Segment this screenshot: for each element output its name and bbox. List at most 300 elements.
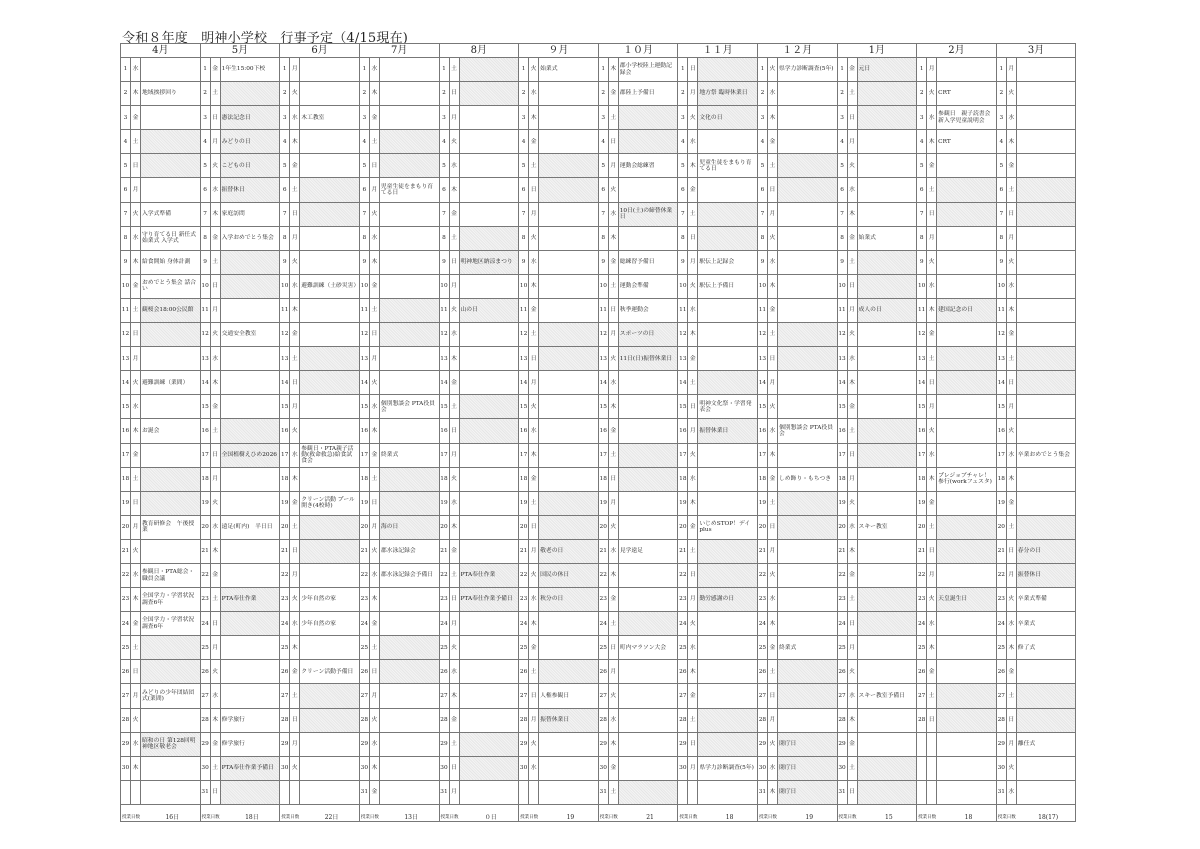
weekday: 金 [847,226,857,250]
day-row [121,178,1076,202]
weekday: 水 [369,395,379,419]
event-cell: おめでとう集会 話合い [141,274,201,298]
day-number: 30 [678,756,688,780]
school-days-label: 授業日数 [201,814,220,820]
day-row [121,154,1076,178]
weekday: 土 [927,178,937,202]
day-number: 24 [598,612,608,636]
event-cell [618,491,678,515]
event-cell: スキー教室 [857,515,917,539]
day-number: 6 [121,178,131,202]
school-days-label: 授業日数 [838,814,857,820]
event-cell [937,58,997,82]
weekday: 月 [927,226,937,250]
day-number: 4 [837,130,847,154]
weekday: 土 [529,660,539,684]
event-cell [618,660,678,684]
day-number: 11 [121,298,131,322]
event-cell [618,756,678,780]
event-cell [1016,347,1076,371]
event-cell [618,395,678,419]
weekday: 土 [290,178,300,202]
weekday: 月 [290,563,300,587]
day-number: 12 [678,323,688,347]
weekday: 日 [927,371,937,395]
day-number: 17 [121,443,131,467]
weekday: 木 [767,780,777,804]
school-days-value: 22日 [324,813,339,821]
day-number [917,780,927,804]
event-cell [539,274,599,298]
weekday: 火 [1006,82,1016,106]
event-cell [618,563,678,587]
event-cell [300,82,360,106]
day-number: 1 [757,58,767,82]
day-number: 3 [200,106,210,130]
day-number: 31 [439,780,449,804]
weekday: 火 [688,274,698,298]
day-number [280,780,290,804]
event-cell [300,202,360,226]
weekday: 火 [290,250,300,274]
event-cell [141,58,201,82]
event-cell [300,371,360,395]
event-cell [698,636,758,660]
weekday: 金 [1006,154,1016,178]
weekday: 木 [529,274,539,298]
day-number: 9 [757,250,767,274]
day-number: 31 [200,780,210,804]
event-cell [857,563,917,587]
weekday: 月 [449,274,459,298]
day-number: 13 [121,347,131,371]
weekday: 土 [131,298,141,322]
event-cell [539,636,599,660]
day-number: 16 [837,419,847,443]
weekday: 日 [290,371,300,395]
weekday: 木 [290,130,300,154]
event-cell: 閉庁日 [777,780,837,804]
event-cell: 文化の日 [698,106,758,130]
event-cell [379,250,439,274]
event-cell [220,563,280,587]
weekday: 土 [608,780,618,804]
day-number: 8 [757,226,767,250]
day-row [121,82,1076,106]
weekday: 月 [767,202,777,226]
event-cell [698,732,758,756]
weekday: 木 [927,130,937,154]
weekday: 木 [131,419,141,443]
event-cell [698,708,758,732]
day-number: 4 [598,130,608,154]
day-number: 11 [837,298,847,322]
weekday: 水 [449,660,459,684]
school-days-total [200,804,280,821]
weekday: 土 [608,106,618,130]
event-cell: 少年自然の家 [300,612,360,636]
event-cell [300,515,360,539]
day-number: 18 [200,467,210,491]
weekday: 土 [529,491,539,515]
event-cell [379,226,439,250]
weekday: 土 [290,347,300,371]
day-number: 30 [757,756,767,780]
event-cell [459,154,519,178]
event-cell: PTA奉仕作業予備日 [220,756,280,780]
weekday: 土 [369,298,379,322]
day-number: 25 [757,636,767,660]
day-row [121,106,1076,130]
day-number: 23 [757,588,767,612]
event-cell [618,130,678,154]
event-cell [777,708,837,732]
weekday: 木 [449,178,459,202]
day-number: 18 [678,467,688,491]
weekday: 土 [529,323,539,347]
event-cell [1016,684,1076,708]
event-cell [857,371,917,395]
weekday: 水 [290,443,300,467]
weekday: 木 [608,58,618,82]
day-number: 17 [598,443,608,467]
day-number: 8 [678,226,688,250]
weekday [927,756,937,780]
day-number: 23 [917,588,927,612]
day-number: 6 [757,178,767,202]
day-number: 24 [678,612,688,636]
day-number: 22 [917,563,927,587]
day-number: 17 [757,443,767,467]
weekday: 日 [608,298,618,322]
day-number: 15 [917,395,927,419]
event-cell [220,612,280,636]
day-number: 25 [996,636,1006,660]
event-cell: 教育研修会 午後授業 [141,515,201,539]
day-number: 30 [200,756,210,780]
day-row [121,371,1076,395]
day-number: 15 [519,395,529,419]
day-number: 2 [519,82,529,106]
day-number: 28 [439,708,449,732]
day-number: 11 [439,298,449,322]
day-number: 23 [837,588,847,612]
event-cell [1016,106,1076,130]
day-number: 4 [519,130,529,154]
event-cell [937,395,997,419]
day-number: 27 [837,684,847,708]
day-number: 25 [200,636,210,660]
day-number: 20 [678,515,688,539]
day-number: 31 [757,780,767,804]
school-days-total [121,804,201,821]
day-number: 9 [121,250,131,274]
event-cell [379,708,439,732]
weekday: 火 [529,226,539,250]
day-number: 23 [996,588,1006,612]
day-number: 21 [917,539,927,563]
weekday: 金 [449,708,459,732]
day-number: 12 [439,323,449,347]
day-number: 15 [757,395,767,419]
event-cell: 建国記念の日 [937,298,997,322]
school-days-value: ０日 [484,813,497,821]
weekday: 火 [767,226,777,250]
weekday: 火 [210,660,220,684]
day-number: 31 [996,780,1006,804]
event-cell: 少年自然の家 [300,588,360,612]
weekday: 月 [847,130,857,154]
day-number: 1 [837,58,847,82]
event-cell [857,323,917,347]
weekday: 火 [529,58,539,82]
weekday: 木 [1006,298,1016,322]
month-header: 6月 [280,44,360,58]
event-cell [379,732,439,756]
day-number: 3 [121,106,131,130]
event-cell [141,636,201,660]
weekday: 木 [927,467,937,491]
weekday: 月 [449,780,459,804]
weekday: 火 [767,563,777,587]
weekday: 水 [688,467,698,491]
day-number: 29 [598,732,608,756]
weekday: 金 [608,419,618,443]
weekday: 金 [449,539,459,563]
weekday: 木 [369,250,379,274]
event-cell: 参観日・PTA親子活動(救命救急)給食試食会 [300,443,360,467]
event-cell [857,130,917,154]
weekday: 金 [767,636,777,660]
event-cell [857,756,917,780]
weekday: 金 [131,443,141,467]
weekday: 月 [369,515,379,539]
weekday: 水 [1006,106,1016,130]
weekday: 木 [608,395,618,419]
event-cell [459,539,519,563]
event-cell [300,130,360,154]
weekday: 水 [131,226,141,250]
day-number: 15 [678,395,688,419]
weekday: 金 [688,684,698,708]
day-number: 22 [837,563,847,587]
weekday: 水 [210,684,220,708]
day-number: 16 [439,419,449,443]
day-number: 3 [917,106,927,130]
weekday: 火 [767,395,777,419]
weekday: 火 [927,250,937,274]
event-cell: 閉庁日 [777,732,837,756]
day-number: 26 [598,660,608,684]
event-cell: 郡小学校陸上運動記録会 [618,58,678,82]
day-number: 27 [359,684,369,708]
event-cell [539,178,599,202]
day-number: 18 [837,467,847,491]
weekday: 木 [131,82,141,106]
weekday: 土 [847,588,857,612]
weekday: 火 [529,563,539,587]
day-number: 31 [598,780,608,804]
day-number: 13 [837,347,847,371]
event-cell [379,347,439,371]
day-number: 29 [757,732,767,756]
day-number: 6 [200,178,210,202]
weekday: 日 [449,419,459,443]
event-cell [698,58,758,82]
weekday: 水 [290,106,300,130]
weekday: 木 [608,226,618,250]
weekday: 土 [767,323,777,347]
event-cell [459,274,519,298]
event-cell [937,563,997,587]
weekday: 木 [688,154,698,178]
day-row [121,419,1076,443]
weekday: 月 [1006,395,1016,419]
event-cell [618,106,678,130]
weekday: 水 [767,250,777,274]
weekday: 金 [369,106,379,130]
day-number: 27 [598,684,608,708]
event-cell: クリーン活動予備日 [300,660,360,684]
day-number: 28 [678,708,688,732]
weekday: 木 [369,419,379,443]
day-number: 10 [757,274,767,298]
weekday: 月 [688,588,698,612]
weekday: 金 [767,130,777,154]
event-cell [300,563,360,587]
day-number: 5 [200,154,210,178]
weekday: 月 [529,371,539,395]
event-cell: 卒業おめでとう集会 [1016,443,1076,467]
event-cell [220,82,280,106]
event-cell: 運動会総練習 [618,154,678,178]
event-cell [857,347,917,371]
day-row [121,298,1076,322]
day-number: 5 [519,154,529,178]
day-number: 16 [917,419,927,443]
day-row [121,202,1076,226]
day-number: 26 [519,660,529,684]
weekday: 水 [1006,274,1016,298]
event-cell: CRT [937,130,997,154]
day-number: 17 [280,443,290,467]
weekday: 水 [767,82,777,106]
day-number: 20 [598,515,608,539]
weekday: 日 [847,106,857,130]
event-cell [857,636,917,660]
day-number: 29 [200,732,210,756]
school-days-label: 授業日数 [440,814,459,820]
event-cell: みどりの日 [220,130,280,154]
day-row [121,130,1076,154]
day-number: 26 [439,660,449,684]
event-cell [379,684,439,708]
event-cell: 参観日・PTA総会・職員会議 [141,563,201,587]
event-cell [459,178,519,202]
day-number: 21 [280,539,290,563]
day-number: 2 [200,82,210,106]
day-number: 20 [200,515,210,539]
weekday: 火 [131,708,141,732]
month-header: 3月 [996,44,1076,58]
day-row [121,588,1076,612]
day-number: 28 [359,708,369,732]
weekday: 月 [608,323,618,347]
event-cell: 天皇誕生日 [937,588,997,612]
event-cell [777,178,837,202]
day-number: 9 [678,250,688,274]
weekday: 金 [847,395,857,419]
day-number: 11 [200,298,210,322]
weekday: 月 [688,82,698,106]
day-number: 27 [121,684,131,708]
weekday: 水 [767,756,777,780]
weekday: 日 [210,106,220,130]
weekday: 木 [927,298,937,322]
weekday: 金 [529,298,539,322]
day-number: 29 [439,732,449,756]
weekday: 日 [290,202,300,226]
day-number: 8 [598,226,608,250]
day-number: 7 [837,202,847,226]
event-cell [857,708,917,732]
event-cell [220,660,280,684]
day-number: 26 [121,660,131,684]
event-cell: 明神文化祭・学習発表会 [698,395,758,419]
event-cell [459,612,519,636]
event-cell [937,323,997,347]
weekday: 火 [847,491,857,515]
weekday: 火 [847,660,857,684]
day-number: 13 [996,347,1006,371]
event-cell [1016,154,1076,178]
school-days-total [996,804,1076,821]
event-cell [698,443,758,467]
event-cell [937,515,997,539]
event-cell [698,660,758,684]
weekday: 金 [847,732,857,756]
event-cell: 終業式 [777,636,837,660]
event-cell [459,515,519,539]
day-number: 3 [598,106,608,130]
school-days-total [439,804,519,821]
day-number: 19 [917,491,927,515]
weekday: 日 [927,708,937,732]
day-number: 29 [996,732,1006,756]
event-cell [379,419,439,443]
weekday: 月 [131,347,141,371]
weekday: 日 [688,563,698,587]
day-number: 4 [280,130,290,154]
weekday: 木 [847,708,857,732]
event-cell [539,612,599,636]
day-number: 5 [917,154,927,178]
weekday: 土 [449,395,459,419]
event-cell [937,371,997,395]
day-number: 25 [837,636,847,660]
weekday: 金 [529,636,539,660]
day-number: 26 [359,660,369,684]
event-cell [300,732,360,756]
day-number: 11 [996,298,1006,322]
weekday: 日 [449,250,459,274]
day-number: 8 [121,226,131,250]
day-number: 13 [917,347,927,371]
day-number: 7 [757,202,767,226]
event-cell [777,298,837,322]
weekday: 日 [369,660,379,684]
event-cell: 観桜会18:00公民館 [141,298,201,322]
